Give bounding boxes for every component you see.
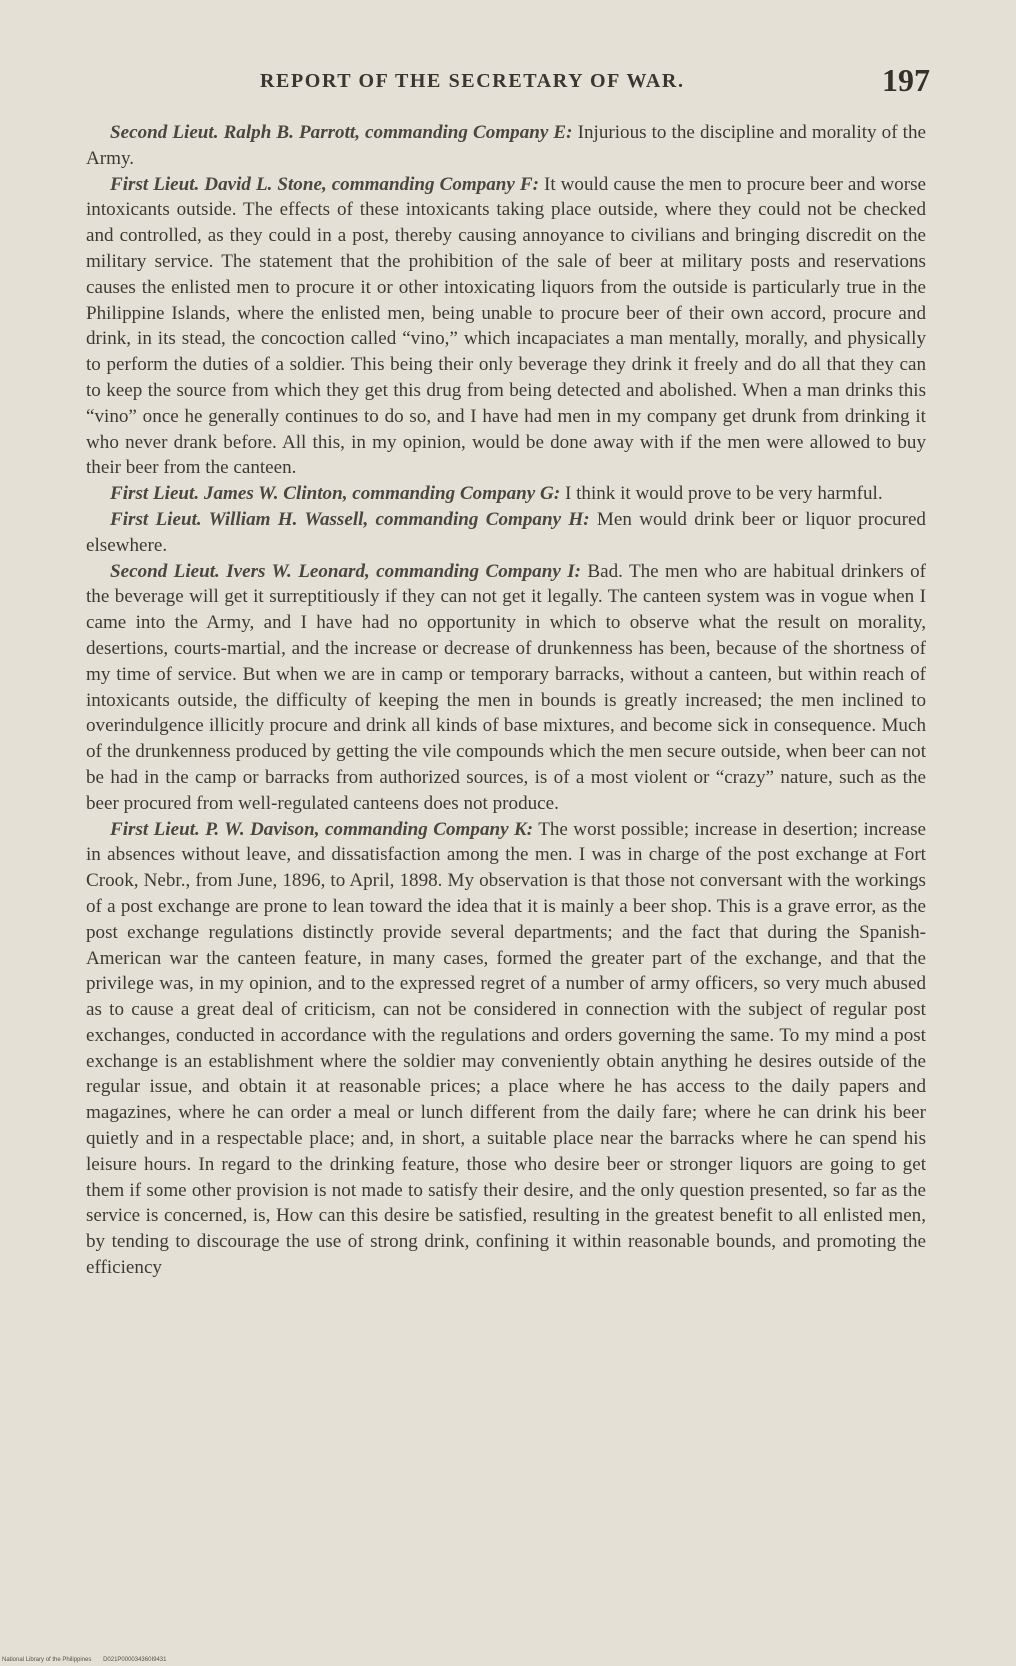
- paragraph-text: I think it would prove to be very harmful.: [560, 483, 883, 505]
- library-credit: National Library of the Philippines: [2, 1657, 92, 1663]
- paragraph: [86, 507, 926, 559]
- scan-id: D021P000034360I9431: [103, 1657, 167, 1663]
- paragraph: [86, 559, 926, 817]
- paragraph: [86, 172, 926, 482]
- paragraph-text: Injurious to the discipline and morality of the Army.: [86, 122, 926, 169]
- speaker-attribution: First Lieut. P. W. Davison, commanding Company K:: [110, 818, 534, 840]
- speaker-attribution: First Lieut. James W. Clinton, commanding Company G:: [110, 483, 561, 505]
- paragraph: [86, 120, 926, 172]
- page-number: 197: [882, 62, 930, 98]
- paragraph-text: Bad. The men who are habitual drinkers of the beverage will get it surreptitiously if they can not get it legally. The canteen system was in vogue when I came into the Army, and I have had no opportunity in which to observe what the result on morality, desertions, courts-martial, and the increase or decrease of drunkenness has been, because of the shortness of my time of service. But when we are in camp or temporary barracks, without a canteen, but within reach of intoxicants outside, the difficulty of keeping the men in bounds is greatly increased; the men inclined to overindulgence illicitly procure and drink all kinds of base mixtures, and become sick in consequence. Much of the drunkenness produced by getting the vile compounds which the men secure outside, when beer can not be had in the camp or barracks from authorized sources, is of a most violent or “crazy” nature, such as the beer procured from well-regulated canteens does not produce.: [86, 560, 926, 814]
- speaker-attribution: Second Lieut. Ivers W. Leonard, commanding Company I:: [110, 560, 581, 582]
- paragraph: [86, 817, 926, 1281]
- speaker-attribution: First Lieut. David L. Stone, commanding Company F:: [110, 173, 539, 195]
- running-title: REPORT OF THE SECRETARY OF WAR.: [260, 70, 685, 92]
- page-header: [100, 62, 930, 104]
- paragraph-text: It would cause the men to procure beer and worse intoxicants outside. The effects of these intoxicants taking place outside, where they could not be checked and controlled, as they could in a post, thereby causing annoyance to civilians and bringing discredit on the military service. The statement that the prohibition of the sale of beer at military posts and reservations causes the enlisted men to procure it or other intoxicating liquors from the outside is particularly true in the Philippine Islands, where the enlisted men, being unable to procure beer of their own accord, procure and drink, in its stead, the concoction called “vino,” which incapaciates a man mentally, morally, and physically to perform the duties of a soldier. This being their only beverage they drink it freely and do all that they can to keep the source from which they get this drug from being detected and abolished. When a man drinks this “vino” once he generally continues to do so, and I have had men in my company get drunk from drinking it who never drank before. All this, in my opinion, would be done away with if the men were allowed to buy their beer from the canteen.: [86, 173, 926, 479]
- speaker-attribution: First Lieut. William H. Wassell, commanding Company H:: [110, 508, 590, 530]
- speaker-attribution: Second Lieut. Ralph B. Parrott, commanding Company E:: [110, 122, 573, 143]
- scan-footer: [2, 1657, 176, 1663]
- paragraph-text: The worst possible; increase in desertion; increase in absences without leave, and dissatisfaction among the men. I was in charge of the post exchange at Fort Crook, Nebr., from June, 1896, to April, 1898. My observation is that those not conversant with the workings of a post exchange are prone to lean toward the idea that it is mainly a beer shop. This is a grave error, as the post exchange regulations distinctly provide several departments; and the fact that during the Spanish-American war the canteen feature, in many cases, formed the greater part of the exchange, and that the privilege was, in my opinion, and to the expressed regret of a number of army officers, so very much abused as to cause a great deal of criticism, can not be considered in connection with the subject of regular post exchanges, conducted in accordance with the regulations and orders governing the same. To my mind a post exchange is an establishment where the soldier may conveniently obtain anything he desires outside of the regular issue, and obtain it at reasonable prices; a place where he has access to the daily papers and magazines, where he can order a meal or lunch different from the daily fare; where he can drink his beer quietly and in a respectable place; and, in short, a suitable place near the barracks where he can spend his leisure hours. In regard to the drinking feature, those who desire beer or stronger liquors are going to get them if some other provision is not made to satisfy their desire, and the only question presented, so far as the service is concerned, is, How can this desire be satisfied, resulting in the greatest benefit to all enlisted men, by tending to discourage the use of strong drink, confining it within reasonable bounds, and promoting the efficiency: [86, 818, 926, 1279]
- paragraph-text: Men would drink beer or liquor procured elsewhere.: [86, 508, 926, 556]
- report-body: [86, 120, 926, 1281]
- paragraph: [86, 481, 926, 507]
